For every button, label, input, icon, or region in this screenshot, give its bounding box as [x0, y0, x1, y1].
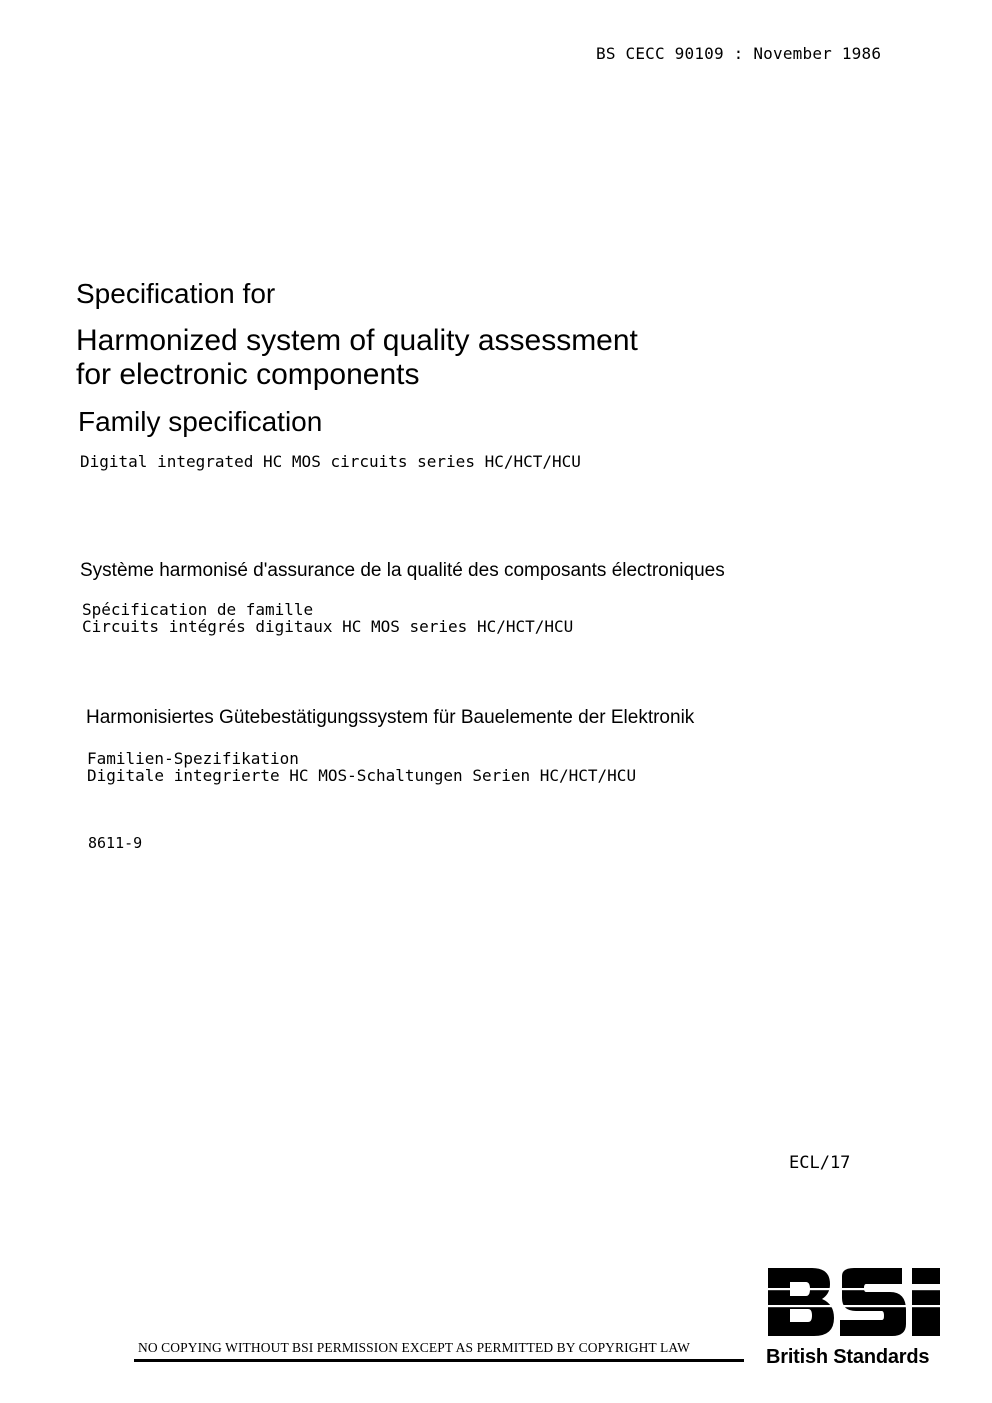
bsi-logo-caption: British Standards	[766, 1346, 930, 1368]
french-title: Système harmonisé d'assurance de la qualité des composants électroniques	[80, 560, 725, 581]
standard-reference: BS CECC 90109 : November 1986	[596, 44, 882, 63]
french-subtitle-1: Spécification de famille	[82, 600, 314, 619]
german-subtitle-1: Familien-Spezifikation	[87, 749, 299, 768]
copyright-notice: NO COPYING WITHOUT BSI PERMISSION EXCEPT AS PERMITTED BY COPYRIGHT LAW	[138, 1340, 690, 1355]
copyright-rule	[134, 1359, 744, 1362]
spec-for-heading: Specification for	[76, 278, 276, 309]
french-subtitle-2: Circuits intégrés digitaux HC MOS series HC/HCT/HCU	[82, 617, 574, 636]
bsi-logo	[764, 1264, 944, 1340]
main-title-line-2: for electronic components	[76, 358, 420, 391]
committee-reference: ECL/17	[789, 1153, 851, 1173]
main-title-line-1: Harmonized system of quality assessment	[76, 324, 638, 357]
family-specification-heading: Family specification	[78, 406, 323, 437]
german-subtitle-2: Digitale integrierte HC MOS-Schaltungen Serien HC/HCT/HCU	[87, 766, 637, 785]
document-number: 8611-9	[88, 834, 143, 852]
german-title: Harmonisiertes Gütebestätigungssystem für Bauelemente der Elektronik	[86, 707, 695, 728]
english-subtitle: Digital integrated HC MOS circuits series HC/HCT/HCU	[80, 452, 581, 471]
